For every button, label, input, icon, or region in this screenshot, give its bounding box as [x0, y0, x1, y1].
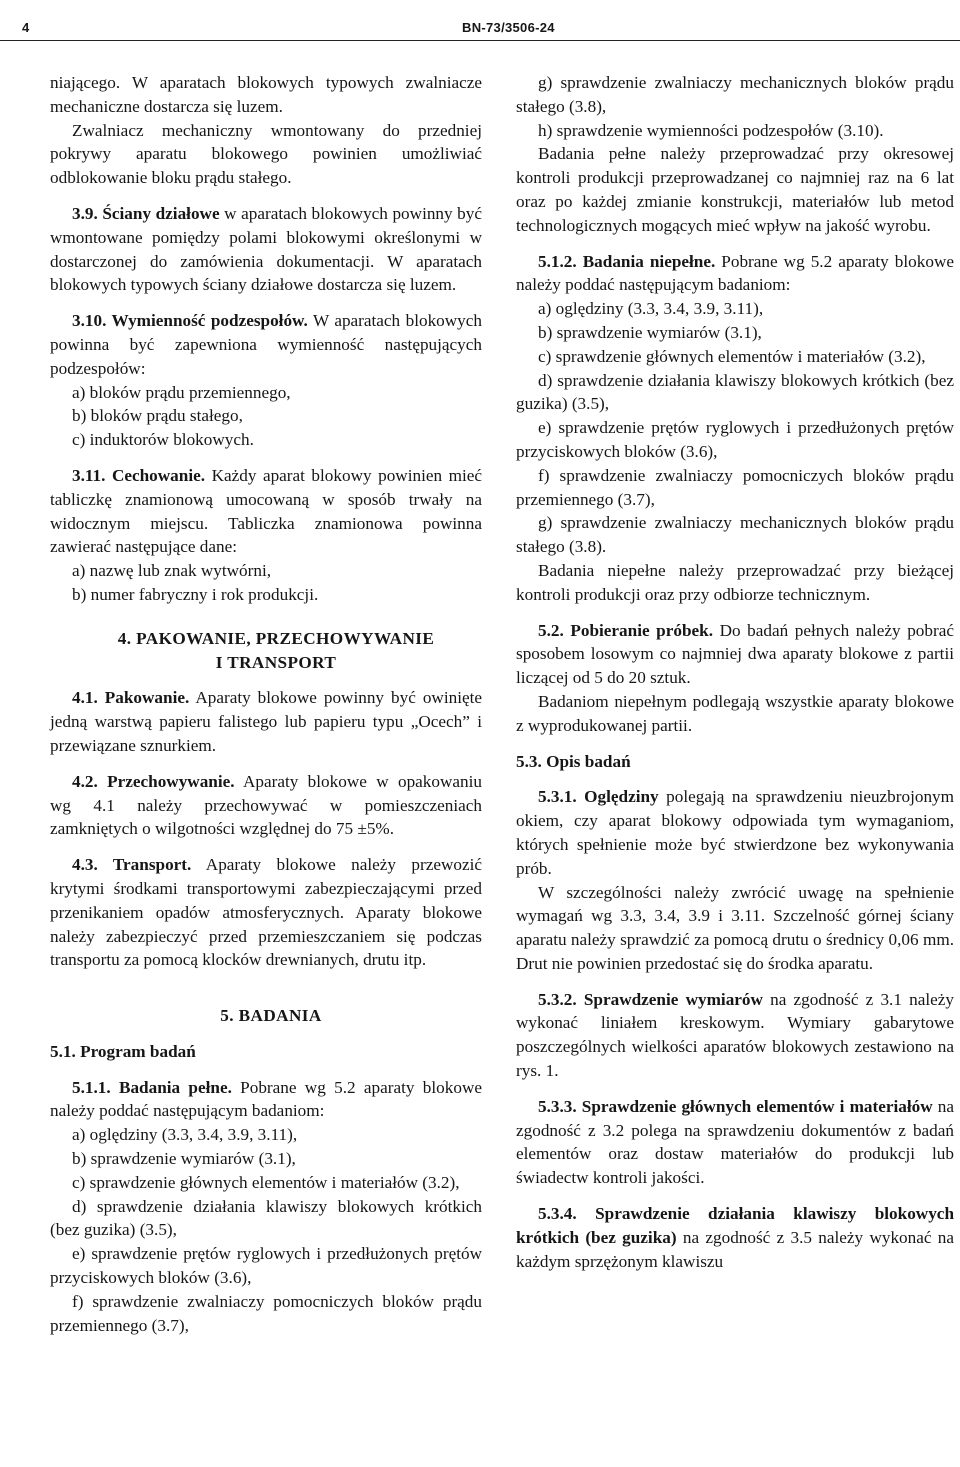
section-4-2-text: Aparaty blokowe w opakowaniu wg 4.1 należy przechowywać w pomieszczeniach zamkniętych o wilgotności względnej do 75 ±5%. — [50, 771, 482, 839]
section-3-10-heading: 3.10. Wymienność podzespołów. — [72, 311, 308, 331]
paragraph-inspection-details: W szczególności należy zwrócić uwagę na spełnienie wymagań wg 3.3, 3.4, 3.9 i 3.11. Szczelność górnej ściany aparatu należy sprawdzić za pomocą drutu o średnicy 0,06 mm. Drut nie powinien przedostać się do środka aparatu. — [516, 882, 954, 973]
section-5-3-title: 5.3. Opis badań — [516, 751, 631, 771]
paragraph-sampling-partial: Badaniom niepełnym podlegają wszystkie aparaty blokowe z wyprodukowanej partii. — [516, 691, 954, 735]
section-5-3-2-text: na zgodność z 3.1 należy wykonać liniałem kreskowym. Wymiary gabarytowe poszczególnych wielkości aparatów blokowych zestawiono na rys. 1. — [516, 989, 954, 1081]
page-number: 4 — [22, 20, 30, 35]
paragraph-full-tests: Badania pełne należy przeprowadzać przy okresowej kontroli produkcji przeprowadzanej co najmniej raz na 6 lat oraz po każdej zmianie konstrukcji, materiałów lub metod technologicznych mogących mieć wpływ na jakość wyrobu. — [516, 144, 954, 235]
section-3-10 — [50, 309, 482, 380]
list-item: d) sprawdzenie działania klawiszy blokowych krótkich (bez guzika) (3.5), — [50, 1196, 482, 1240]
list-item: b) numer fabryczny i rok produkcji. — [72, 584, 319, 604]
section-3-9-heading: 3.9. Ściany działowe — [72, 203, 220, 223]
section-5-3-3-heading: 5.3.3. Sprawdzenie głównych elementów i materiałów — [538, 1096, 933, 1116]
list-item: c) sprawdzenie głównych elementów i materiałów (3.2), — [72, 1172, 460, 1192]
section-5-3-2 — [516, 988, 954, 1083]
section-4-1-heading: 4.1. Pakowanie. — [72, 688, 190, 708]
paragraph-partial-tests: Badania niepełne należy przeprowadzać przy bieżącej kontroli produkcji oraz przy odbiorze technicznym. — [516, 560, 954, 604]
section-5-1-2-text: Pobrane wg 5.2 aparaty blokowe należy poddać następującym badaniom: — [516, 251, 954, 295]
section-3-9-text: w aparatach blokowych powinny być wmontowane pomiędzy polami blokowymi określonymi w dostarczonej do zamówienia dokumentacji. W aparatach blokowych typowych ściany działowe dostarcza się luzem. — [50, 203, 482, 295]
paragraph-release-mechanism: Zwalniacz mechaniczny wmontowany do przedniej pokrywy aparatu blokowego powinien umożliwiać odblokowanie bloku prądu stałego. — [50, 120, 482, 188]
list-item: f) sprawdzenie zwalniaczy pomocniczych bloków prądu przemiennego (3.7), — [516, 465, 954, 509]
list-item: e) sprawdzenie prętów ryglowych i przedłużonych prętów przyciskowych bloków (3.6), — [50, 1244, 482, 1288]
section-3-10-text: W aparatach blokowych powinna być zapewniona wymienność następujących podzespołów: — [50, 311, 482, 378]
list-item: c) sprawdzenie głównych elementów i materiałów (3.2), — [538, 346, 926, 366]
document-id: BN-73/3506-24 — [462, 20, 555, 35]
section-5-3-2-heading: 5.3.2. Sprawdzenie wymiarów — [538, 989, 763, 1009]
section-3-9 — [50, 202, 482, 297]
left-column — [50, 71, 482, 1337]
section-5-1-2-heading: 5.1.2. Badania niepełne. — [538, 251, 716, 271]
section-5-title: 5. BADANIA — [220, 1006, 322, 1026]
section-5-3-1-text: polegają na sprawdzeniu nieuzbrojonym okiem, czy aparat blokowy odpowiada tym wymaganiom, których spełnienie może być stwierdzone bez wykonywania prób. — [516, 787, 955, 878]
list-item: b) sprawdzenie wymiarów (3.1), — [72, 1149, 296, 1169]
section-5-3-1 — [516, 785, 954, 880]
section-5-3-4-heading: 5.3.4. Sprawdzenie działania klawiszy blokowych krótkich (bez guzika) — [516, 1204, 954, 1247]
section-5-3-3 — [516, 1095, 954, 1190]
section-5-1-title: 5.1. Program badań — [50, 1041, 196, 1061]
section-5-2 — [516, 619, 954, 690]
section-5-3-3-text: na zgodność z 3.2 polega na sprawdzeniu dokumentów z badań elementów oraz dostaw materiałów do produkcji lub świadectw kontroli jakości. — [516, 1096, 954, 1188]
section-5-1-2 — [516, 250, 954, 298]
list-item: d) sprawdzenie działania klawiszy blokowych krótkich (bez guzika) (3.5), — [516, 370, 954, 414]
section-3-11 — [50, 464, 482, 559]
section-4-2 — [50, 770, 482, 841]
list-item: a) bloków prądu przemiennego, — [72, 382, 291, 402]
section-4-3 — [50, 853, 482, 972]
list-item: g) sprawdzenie zwalniaczy mechanicznych bloków prądu stałego (3.8), — [516, 73, 954, 116]
section-4-title — [70, 627, 482, 675]
section-3-11-text: Każdy aparat blokowy powinien mieć tabliczkę znamionową umocowaną w sposób trwały na widocznym miejscu. Tabliczka znamionowa powinna zawierać następujące dane: — [50, 465, 482, 557]
list-item: h) sprawdzenie wymienności podzespołów (3.10). — [538, 120, 884, 140]
right-column — [516, 71, 954, 1273]
section-5-1-1-text: Pobrane wg 5.2 aparaty blokowe należy poddać następującym badaniom: — [50, 1077, 482, 1121]
list-item: c) induktorów blokowych. — [72, 430, 254, 450]
list-item: e) sprawdzenie prętów ryglowych i przedłużonych prętów przyciskowych bloków (3.6), — [516, 418, 954, 461]
list-item: b) sprawdzenie wymiarów (3.1), — [538, 322, 762, 342]
section-4-2-heading: 4.2. Przechowywanie. — [72, 771, 235, 791]
section-5-2-heading: 5.2. Pobieranie próbek. — [538, 620, 714, 640]
list-item: g) sprawdzenie zwalniaczy mechanicznych bloków prądu stałego (3.8). — [516, 513, 954, 557]
section-5-3-1-heading: 5.3.1. Oględziny — [538, 787, 659, 807]
section-4-3-text: Aparaty blokowe należy przewozić krytymi środkami transportowymi zabezpieczającymi przed przenikaniem opadów atmosferycznych. Aparaty blokowe należy zabezpieczyć przed przemieszczaniem się podczas transportu za pomocą klocków drewnianych, drutu itp. — [50, 855, 483, 970]
section-5-3-4-text: na zgodność z 3.5 należy wykonać na każdym sprzężonym klawiszu — [516, 1227, 955, 1271]
section-4-1-text: Aparaty blokowe powinny być owinięte jedną warstwą papieru falistego lub papieru typu „Ocech” i przewiązane sznurkiem. — [50, 688, 482, 755]
list-item: a) oględziny (3.3, 3.4, 3.9, 3.11), — [72, 1125, 298, 1145]
section-4-3-heading: 4.3. Transport. — [72, 855, 192, 875]
section-5-3-4 — [516, 1202, 954, 1273]
section-4-title-line1: 4. PAKOWANIE, PRZECHOWYWANIE — [117, 628, 435, 648]
list-item: f) sprawdzenie zwalniaczy pomocniczych bloków prądu przemiennego (3.7), — [50, 1291, 482, 1335]
list-item: a) nazwę lub znak wytwórni, — [72, 561, 272, 581]
section-4-title-line2: I TRANSPORT — [215, 652, 337, 672]
section-5-2-text: Do badań pełnych należy pobrać sposobem losowym co najmniej dwa aparaty blokowe z partii liczącej od 5 do 20 sztuk. — [516, 620, 954, 688]
paragraph-continuation: niającego. W aparatach blokowych typowych zwalniacze mechaniczne dostarcza się luzem. — [50, 73, 482, 116]
section-4-1 — [50, 686, 482, 757]
list-item: b) bloków prądu stałego, — [72, 406, 243, 426]
list-item: a) oględziny (3.3, 3.4, 3.9, 3.11), — [538, 299, 764, 319]
section-5-1-1-heading: 5.1.1. Badania pełne. — [72, 1077, 232, 1097]
section-3-11-heading: 3.11. Cechowanie. — [72, 465, 206, 485]
page-header — [0, 0, 960, 41]
section-5-1-1 — [50, 1076, 482, 1124]
